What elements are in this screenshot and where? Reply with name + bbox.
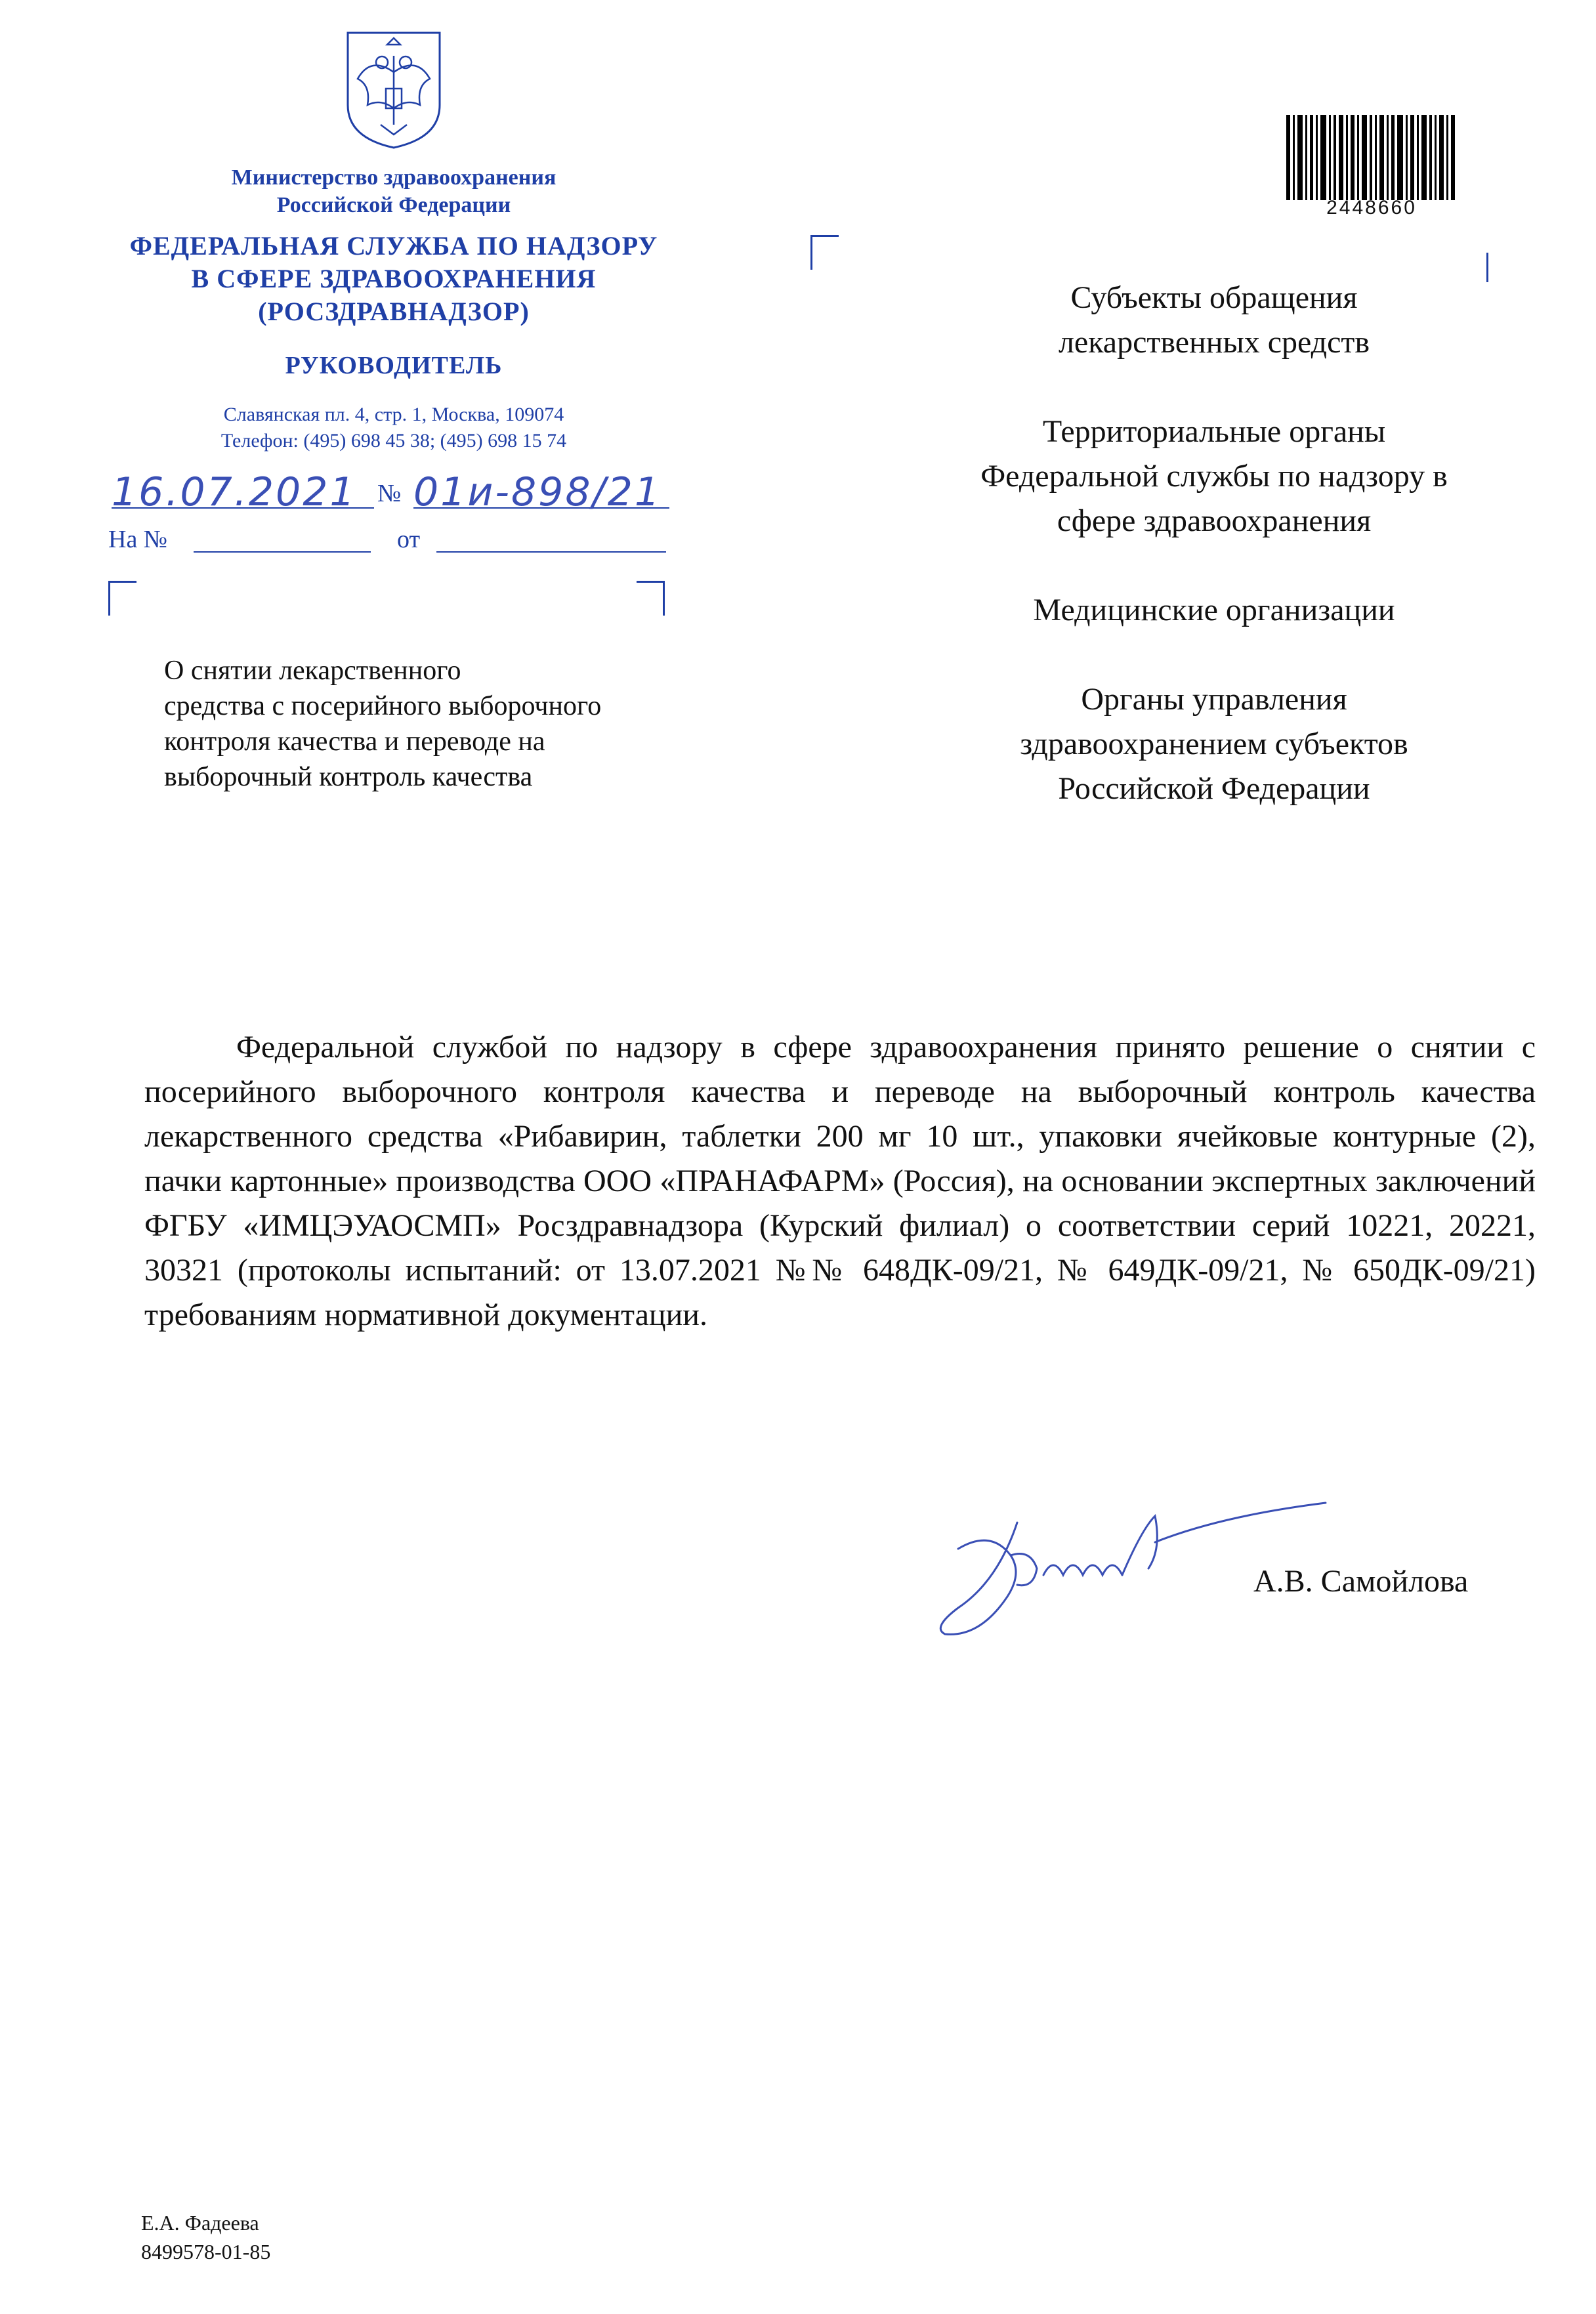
signer-name: А.В. Самойлова xyxy=(1253,1564,1469,1599)
ministry-name: Министерство здравоохранения Российской Федерации xyxy=(231,165,556,217)
agency-address: Славянская пл. 4, стр. 1, Москва, 109074 Телефон: (495) 698 45 38; (495) 698 15 74 xyxy=(220,404,567,452)
subject-bracket-left xyxy=(108,581,136,616)
reg-date: 16.07.2021 xyxy=(112,469,357,515)
subject-bracket-right xyxy=(637,581,665,616)
number-sign: № xyxy=(377,480,402,507)
reg-number-field xyxy=(413,469,669,515)
reply-number-blank xyxy=(194,550,371,553)
recipient-group: Территориальные органы Федеральной службы по надзору в сфере здравоохранения xyxy=(980,414,1448,538)
position-title: РУКОВОДИТЕЛЬ xyxy=(285,352,503,379)
recipients-block xyxy=(912,276,1516,856)
recipient-group: Органы управления здравоохранением субъектов Российской Федерации xyxy=(1020,682,1408,806)
reg-date-field xyxy=(112,469,374,515)
letter-subject: О снятии лекарственного средства с посерийного выборочного контроля качества и переводе на выборочный контроль качества xyxy=(164,656,602,792)
reply-number-label: На № xyxy=(108,526,168,553)
barcode-number: 2448660 xyxy=(1326,197,1417,219)
reply-from-label: от xyxy=(397,526,421,553)
agency-name: ФЕДЕРАЛЬНАЯ СЛУЖБА ПО НАДЗОРУ В СФЕРЕ ЗДРАВООХРАНЕНИЯ (РОСЗДРАВНАДЗОР) xyxy=(129,231,658,326)
barcode-icon xyxy=(1286,115,1457,200)
executor-info xyxy=(141,2208,270,2266)
letter-body: Федеральной службой по надзору в сфере здравоохранения принято решение о снятии с посерийного выборочного контроля качества и переводе на выборочный контроль качества лекарственного средства «Рибавирин, таблетки 200 мг 10 шт., упаковки ячейковые контурные (2), пачки картонные» производства ООО «ПРАНАФАРМ» (Россия), на основании экспертных заключений ФГБУ «ИМЦЭУАОСМП» Росздравнадзора (Курский филиал) о соответствии серий 10221, 20221, 30321 (протоколы испытаний: от 13.07.2021 №№ 648ДК-09/21, № 649ДК-09/21, № 650ДК-09/21) требованиям нормативной документации. xyxy=(144,1030,1536,1332)
executor-phone: 8499578-01-85 xyxy=(141,2240,271,2263)
address-bracket-left xyxy=(810,235,839,270)
reply-date-blank xyxy=(436,550,666,553)
recipient-group: Медицинские организации xyxy=(1033,593,1395,627)
coat-of-arms-icon xyxy=(341,26,446,151)
reg-number: 01и-898/21 xyxy=(413,469,662,515)
recipient-group: Субъекты обращения лекарственных средств xyxy=(1058,280,1370,360)
handwritten-signature-icon xyxy=(919,1477,1339,1647)
executor-name: Е.А. Фадеева xyxy=(141,2211,259,2235)
